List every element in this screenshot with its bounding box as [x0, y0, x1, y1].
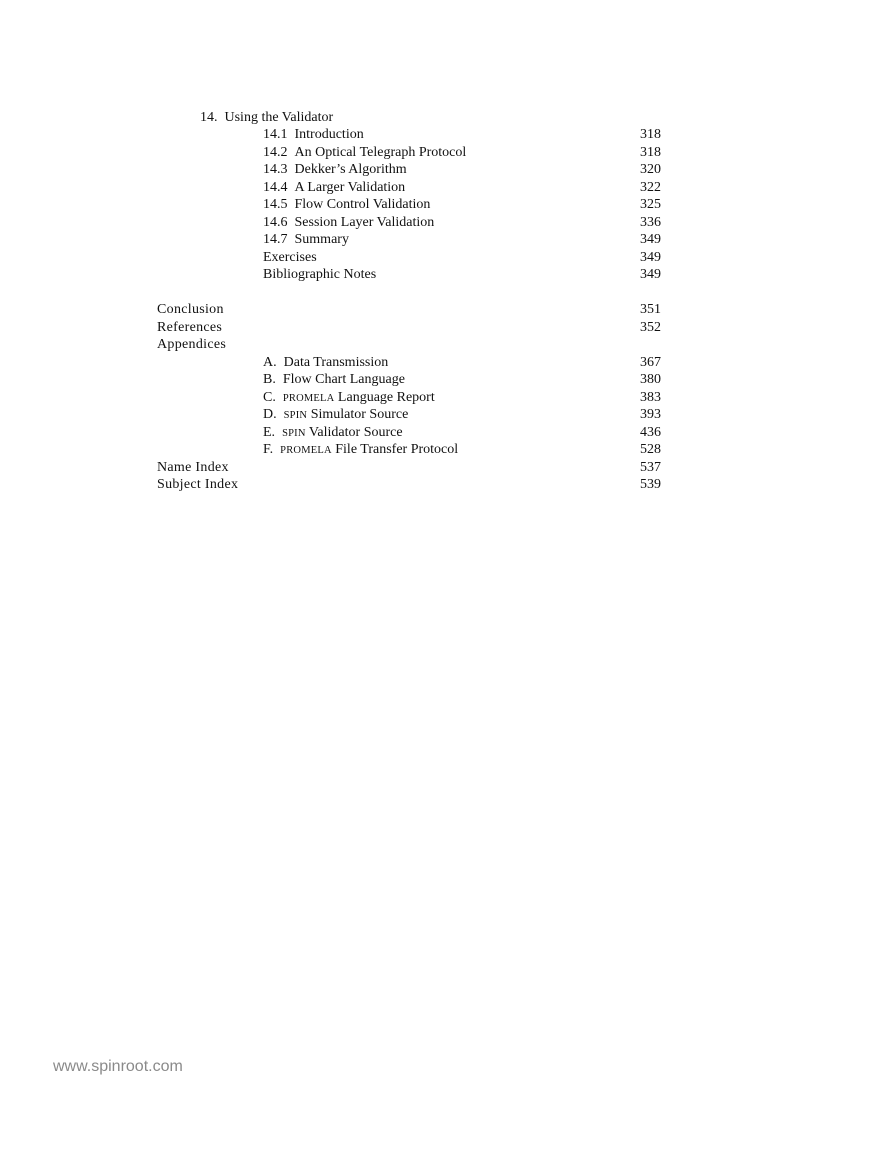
section-number: 14.3: [263, 162, 288, 177]
toc-entry[interactable]: [0, 144, 893, 161]
entry-title: Appendices: [157, 337, 227, 352]
appendix-letter: E.: [263, 425, 276, 440]
section-title: Session Layer Validation: [294, 215, 435, 230]
appendix-title: Validator Source: [308, 425, 403, 440]
toc-entry-conclusion[interactable]: [0, 301, 893, 318]
toc-entry-appendix[interactable]: [0, 354, 893, 371]
toc-entry-appendix[interactable]: [0, 371, 893, 388]
toc-entry[interactable]: [0, 161, 893, 178]
page-number: 380: [640, 372, 661, 387]
section-number: 14.1: [263, 127, 288, 142]
appendix-letter: F.: [263, 442, 274, 457]
page-number: 351: [640, 302, 661, 317]
page-number: 349: [640, 267, 661, 282]
toc-entry-appendices: [0, 336, 893, 353]
section-title: Bibliographic Notes: [263, 267, 377, 282]
section-title: A Larger Validation: [294, 180, 406, 195]
toc-entry[interactable]: [0, 126, 893, 143]
appendix-title: Simulator Source: [310, 407, 409, 422]
toc-entry[interactable]: [0, 179, 893, 196]
page-number: 537: [640, 460, 661, 475]
appendix-title: File Transfer Protocol: [335, 442, 459, 457]
chapter-title: Using the Validator: [224, 110, 334, 125]
appendix-title: Data Transmission: [283, 355, 389, 370]
appendix-title: Flow Chart Language: [282, 372, 405, 387]
page-number: 528: [640, 442, 661, 457]
page-number: 325: [640, 197, 661, 212]
appendix-title: Language Report: [337, 390, 435, 405]
page-number: 383: [640, 390, 661, 405]
page-number: 539: [640, 477, 661, 492]
page-number: 320: [640, 162, 661, 177]
page-number: 367: [640, 355, 661, 370]
toc-entry[interactable]: [0, 231, 893, 248]
page-number: 352: [640, 320, 661, 335]
page-number: 349: [640, 232, 661, 247]
section-title: Summary: [294, 232, 349, 247]
section-number: 14.2: [263, 145, 288, 160]
toc-chapter-14: [0, 109, 893, 126]
appendix-letter: D.: [263, 407, 277, 422]
page-number: 322: [640, 180, 661, 195]
appendix-prefix: PROMELA: [280, 445, 332, 456]
toc-entry-references[interactable]: [0, 319, 893, 336]
page-number: 393: [640, 407, 661, 422]
toc-entry[interactable]: [0, 249, 893, 266]
page-number: 349: [640, 250, 661, 265]
section-number: 14.6: [263, 215, 288, 230]
toc-entry[interactable]: [0, 214, 893, 231]
section-title: An Optical Telegraph Protocol: [294, 145, 467, 160]
toc-entry-name-index[interactable]: [0, 459, 893, 476]
toc-entry-appendix[interactable]: [0, 406, 893, 423]
entry-title: Conclusion: [157, 302, 224, 317]
appendix-letter: B.: [263, 372, 276, 387]
section-title: Dekker’s Algorithm: [294, 162, 407, 177]
entry-title: Subject Index: [157, 477, 239, 492]
section-number: 14.5: [263, 197, 288, 212]
section-title: Exercises: [263, 250, 317, 265]
appendix-prefix: PROMELA: [282, 393, 335, 404]
page-number: 336: [640, 215, 661, 230]
section-title: Flow Control Validation: [294, 197, 431, 212]
appendix-letter: C.: [263, 390, 276, 405]
toc-entry-appendix[interactable]: [0, 441, 893, 458]
section-number: 14.4: [263, 180, 288, 195]
page-number: 318: [640, 127, 661, 142]
entry-title: Name Index: [157, 460, 229, 475]
chapter-number: 14.: [200, 110, 218, 125]
toc-entry[interactable]: [0, 196, 893, 213]
appendix-prefix: SPIN: [283, 410, 308, 421]
toc-entry[interactable]: [0, 266, 893, 283]
section-number: 14.7: [263, 232, 288, 247]
appendix-letter: A.: [263, 355, 277, 370]
chapter-heading: [200, 109, 333, 126]
toc-entry-subject-index[interactable]: [0, 476, 893, 493]
section-title: Introduction: [294, 127, 364, 142]
footer-url: www.spinroot.com: [53, 1058, 183, 1075]
page-number: 318: [640, 145, 661, 160]
toc-entry-appendix[interactable]: [0, 424, 893, 441]
appendix-prefix: SPIN: [282, 428, 306, 439]
page-number: 436: [640, 425, 661, 440]
toc-entry-appendix[interactable]: [0, 389, 893, 406]
entry-title: References: [157, 320, 223, 335]
